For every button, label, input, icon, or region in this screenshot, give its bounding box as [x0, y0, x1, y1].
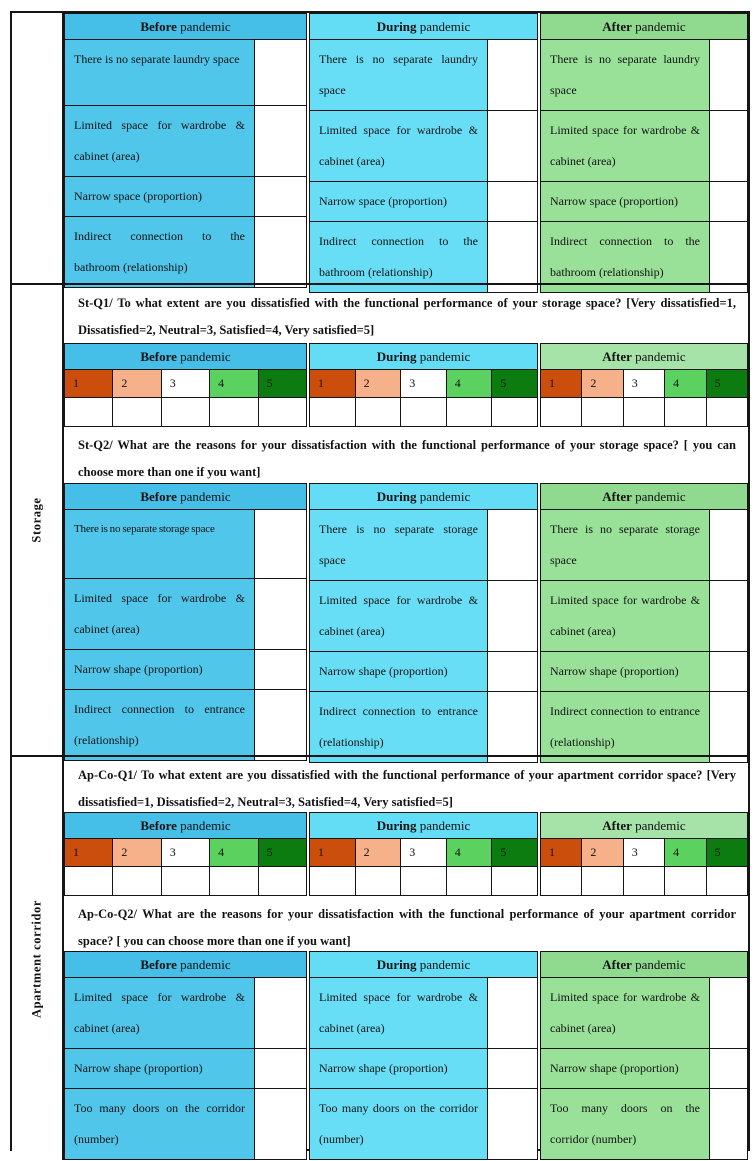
scale-cell-3: 3 [623, 839, 664, 867]
questionnaire-table [10, 11, 750, 1151]
column-header-during [310, 952, 538, 978]
scale-answer-cell [665, 398, 706, 427]
scale-cell-2: 2 [582, 370, 623, 398]
before-pandemic-table [64, 13, 307, 288]
column-header-during [310, 484, 538, 510]
column-header-during [310, 14, 538, 40]
scale-answer-cell [161, 867, 209, 896]
during-pandemic-table [309, 951, 538, 1160]
column-header-rest: pandemic [416, 817, 471, 833]
reason-cell: Limited space for wardrobe & cabinet (area) [65, 978, 255, 1049]
reason-cell: There is no separate laundry space [310, 40, 488, 111]
answer-cell [255, 1089, 307, 1160]
scale-answer-cell [210, 398, 258, 427]
reason-cell: Indirect connection to the bathroom (relationship) [310, 222, 488, 293]
column-header-rest: pandemic [176, 817, 231, 833]
during-scale-table [309, 343, 538, 427]
answer-cell [488, 581, 538, 652]
reason-cell: There is no separate storage space [65, 510, 255, 579]
column-header-bold: After [602, 488, 632, 504]
reason-cell: Limited space for wardrobe & cabinet (area) [310, 978, 488, 1049]
scale-answer-cell [582, 398, 623, 427]
column-header-after [541, 484, 748, 510]
scale-cell-4: 4 [665, 370, 706, 398]
scale-answer-cell [258, 867, 306, 896]
reason-cell: There is no separate laundry space [65, 40, 255, 106]
scale-cell-3: 3 [623, 370, 664, 398]
column-header-rest: pandemic [176, 18, 231, 34]
reason-cell: There is no separate storage space [310, 510, 488, 581]
scale-cell-5: 5 [492, 370, 538, 398]
scale-cell-5: 5 [258, 839, 306, 867]
column-header-rest: pandemic [631, 817, 686, 833]
reason-cell: There is no separate laundry space [541, 40, 710, 111]
column-header-bold: During [376, 18, 417, 34]
scale-answer-cell [65, 398, 113, 427]
during-pandemic-table [309, 483, 538, 763]
answer-cell [488, 692, 538, 763]
column-header-before [65, 14, 307, 40]
answer-cell [255, 1049, 307, 1089]
reason-cell: Narrow shape (proportion) [310, 652, 488, 692]
column-header-bold: Before [140, 18, 177, 34]
scale-answer-cell [113, 398, 161, 427]
column-header-rest: pandemic [416, 348, 471, 364]
reason-cell: Limited space for wardrobe & cabinet (area) [541, 978, 710, 1049]
scale-cell-5: 5 [258, 370, 306, 398]
column-header-bold: Before [140, 348, 177, 364]
before-scale-table [64, 812, 307, 896]
before-pandemic-table [64, 483, 307, 761]
section-apartment-corridor [12, 755, 748, 1160]
column-header-after [541, 14, 748, 40]
after-pandemic-table [540, 13, 748, 293]
column-header-before [65, 952, 307, 978]
scale-cell-1: 1 [310, 839, 356, 867]
scale-answer-cell [541, 867, 582, 896]
answer-cell [255, 978, 307, 1049]
scale-answer-cell [161, 398, 209, 427]
reason-cell: Narrow space (proportion) [541, 182, 710, 222]
scale-cell-4: 4 [446, 839, 492, 867]
reason-cell: Narrow shape (proportion) [541, 652, 710, 692]
scale-answer-cell [210, 867, 258, 896]
answer-cell [255, 177, 307, 217]
scale-cell-2: 2 [113, 839, 161, 867]
scale-answer-cell [665, 867, 706, 896]
question-ap-co-q2: Ap-Co-Q2/ What are the reasons for your dissatisfaction with the functional performance of your apartment corridor space? [ you can choose more than one if you want] [78, 907, 736, 948]
reason-cell: Too many doors on the corridor (number) [541, 1089, 710, 1160]
column-header-rest: pandemic [631, 348, 686, 364]
section-laundry-label-cell [12, 13, 64, 283]
column-header-after [541, 952, 748, 978]
column-header-bold: During [376, 956, 417, 972]
reason-cell: Narrow space (proportion) [310, 182, 488, 222]
scale-answer-cell [582, 867, 623, 896]
answer-cell [488, 652, 538, 692]
answer-cell [255, 690, 307, 761]
reason-cell: Limited space for wardrobe & cabinet (area) [541, 111, 710, 182]
scale-answer-cell [310, 867, 356, 896]
scale-answer-cell [623, 398, 664, 427]
column-header-rest: pandemic [416, 18, 471, 34]
section-storage-label-cell [12, 285, 64, 755]
reason-cell: Limited space for wardrobe & cabinet (area) [65, 579, 255, 650]
scale-cell-4: 4 [665, 839, 706, 867]
column-header-before [65, 484, 307, 510]
reason-cell: Limited space for wardrobe & cabinet (area) [541, 581, 710, 652]
column-header-rest: pandemic [176, 488, 231, 504]
column-header-rest: pandemic [176, 956, 231, 972]
after-pandemic-table [540, 483, 748, 763]
scale-cell-2: 2 [355, 839, 401, 867]
reason-cell: Narrow shape (proportion) [65, 650, 255, 690]
reason-cell: Indirect connection to the bathroom (relationship) [541, 222, 710, 293]
during-scale-table [309, 812, 538, 896]
answer-cell [709, 222, 747, 293]
column-header-bold: Before [140, 956, 177, 972]
column-header-rest: pandemic [631, 956, 686, 972]
answer-cell [255, 579, 307, 650]
answer-cell [488, 182, 538, 222]
scale-cell-2: 2 [582, 839, 623, 867]
answer-cell [709, 652, 747, 692]
column-header-after [541, 344, 748, 370]
column-header-during [310, 344, 538, 370]
column-header-rest: pandemic [631, 488, 686, 504]
answer-cell [255, 510, 307, 579]
before-pandemic-table [64, 951, 307, 1160]
scale-cell-1: 1 [65, 839, 113, 867]
column-header-rest: pandemic [176, 348, 231, 364]
reason-cell: Too many doors on the corridor (number) [310, 1089, 488, 1160]
scale-cell-1: 1 [541, 839, 582, 867]
after-scale-table [540, 812, 748, 896]
column-header-rest: pandemic [631, 18, 686, 34]
scale-answer-cell [355, 398, 401, 427]
scale-answer-cell [492, 867, 538, 896]
column-header-bold: During [376, 488, 417, 504]
scale-answer-cell [401, 398, 447, 427]
answer-cell [709, 111, 747, 182]
answer-cell [709, 692, 747, 763]
column-header-bold: After [602, 18, 632, 34]
column-header-rest: pandemic [416, 956, 471, 972]
reason-cell: There is no separate storage space [541, 510, 710, 581]
reason-cell: Limited space for wardrobe & cabinet (area) [310, 111, 488, 182]
reason-cell: Narrow space (proportion) [65, 177, 255, 217]
scale-cell-3: 3 [401, 839, 447, 867]
answer-cell [709, 182, 747, 222]
scale-answer-cell [492, 398, 538, 427]
column-header-during [310, 813, 538, 839]
answer-cell [488, 978, 538, 1049]
scale-cell-4: 4 [210, 839, 258, 867]
question-st-q1: St-Q1/ To what extent are you dissatisfied with the functional performance of your storage space? [Very dissatisfied=1, Dissatisfied=2, Neutral=3, Satisfied=4, Very satisfied=5] [78, 296, 736, 337]
answer-cell [709, 510, 747, 581]
scale-cell-3: 3 [401, 370, 447, 398]
reasons-row [64, 483, 748, 763]
scale-answer-cell [706, 398, 747, 427]
reason-cell: Indirect connection to entrance (relationship) [310, 692, 488, 763]
scale-cell-5: 5 [492, 839, 538, 867]
section-apartment-corridor-content [64, 757, 748, 1160]
answer-cell [709, 40, 747, 111]
scale-answer-cell [113, 867, 161, 896]
column-header-before [65, 344, 307, 370]
column-header-bold: After [602, 348, 632, 364]
after-scale-table [540, 343, 748, 427]
before-scale-table [64, 343, 307, 427]
reason-cell: Indirect connection to the bathroom (relationship) [65, 217, 255, 288]
scale-answer-cell [446, 398, 492, 427]
scale-cell-5: 5 [706, 839, 747, 867]
reasons-row [64, 13, 748, 293]
reason-cell: Narrow shape (proportion) [541, 1049, 710, 1089]
answer-cell [488, 1049, 538, 1089]
section-storage [12, 283, 748, 755]
scale-answer-cell [65, 867, 113, 896]
rating-scale-row [64, 812, 748, 896]
scale-cell-1: 1 [65, 370, 113, 398]
scale-cell-3: 3 [161, 370, 209, 398]
reason-cell: Narrow shape (proportion) [65, 1049, 255, 1089]
column-header-bold: Before [140, 488, 177, 504]
after-pandemic-table [540, 951, 748, 1160]
scale-answer-cell [623, 867, 664, 896]
column-header-before [65, 813, 307, 839]
reason-cell: Indirect connection to entrance (relationship) [541, 692, 710, 763]
answer-cell [488, 111, 538, 182]
scale-cell-3: 3 [161, 839, 209, 867]
answer-cell [709, 1089, 747, 1160]
scale-cell-2: 2 [113, 370, 161, 398]
scale-cell-4: 4 [210, 370, 258, 398]
scale-answer-cell [355, 867, 401, 896]
scale-cell-4: 4 [446, 370, 492, 398]
scale-answer-cell [401, 867, 447, 896]
side-label-storage: Storage [29, 497, 44, 543]
scale-answer-cell [258, 398, 306, 427]
section-laundry-content [64, 13, 748, 283]
column-header-rest: pandemic [416, 488, 471, 504]
scale-answer-cell [446, 867, 492, 896]
reason-cell: Too many doors on the corridor (number) [65, 1089, 255, 1160]
reason-cell: Limited space for wardrobe & cabinet (area) [65, 106, 255, 177]
reason-cell: Limited space for wardrobe & cabinet (area) [310, 581, 488, 652]
reasons-row [64, 951, 748, 1160]
section-laundry [12, 13, 748, 283]
scale-answer-cell [541, 398, 582, 427]
scale-cell-5: 5 [706, 370, 747, 398]
reason-cell: Narrow shape (proportion) [310, 1049, 488, 1089]
answer-cell [488, 510, 538, 581]
question-st-q2: St-Q2/ What are the reasons for your dissatisfaction with the functional performance of your storage space? [ you can choose more than one if you want] [78, 438, 736, 479]
answer-cell [709, 581, 747, 652]
answer-cell [709, 978, 747, 1049]
rating-scale-row [64, 343, 748, 427]
answer-cell [255, 650, 307, 690]
scale-answer-cell [706, 867, 747, 896]
column-header-bold: Before [140, 817, 177, 833]
column-header-bold: During [376, 348, 417, 364]
scale-answer-cell [310, 398, 356, 427]
during-pandemic-table [309, 13, 538, 293]
column-header-bold: During [376, 817, 417, 833]
section-apartment-corridor-label-cell [12, 757, 64, 1160]
scale-cell-1: 1 [310, 370, 356, 398]
answer-cell [255, 106, 307, 177]
column-header-bold: After [602, 817, 632, 833]
reason-cell: Indirect connection to entrance (relationship) [65, 690, 255, 761]
answer-cell [709, 1049, 747, 1089]
answer-cell [488, 40, 538, 111]
scale-cell-2: 2 [355, 370, 401, 398]
side-label-apartment-corridor: Apartment corridor [29, 899, 44, 1018]
answer-cell [255, 40, 307, 106]
answer-cell [488, 1089, 538, 1160]
section-storage-content [64, 285, 748, 755]
answer-cell [488, 222, 538, 293]
answer-cell [255, 217, 307, 288]
scale-cell-1: 1 [541, 370, 582, 398]
question-ap-co-q1: Ap-Co-Q1/ To what extent are you dissatisfied with the functional performance of your apartment corridor space? [Very dissatisfied=1, Dissatisfied=2, Neutral=3, Satisfied=4, Very satisfied=5] [78, 768, 736, 809]
column-header-bold: After [602, 956, 632, 972]
column-header-after [541, 813, 748, 839]
